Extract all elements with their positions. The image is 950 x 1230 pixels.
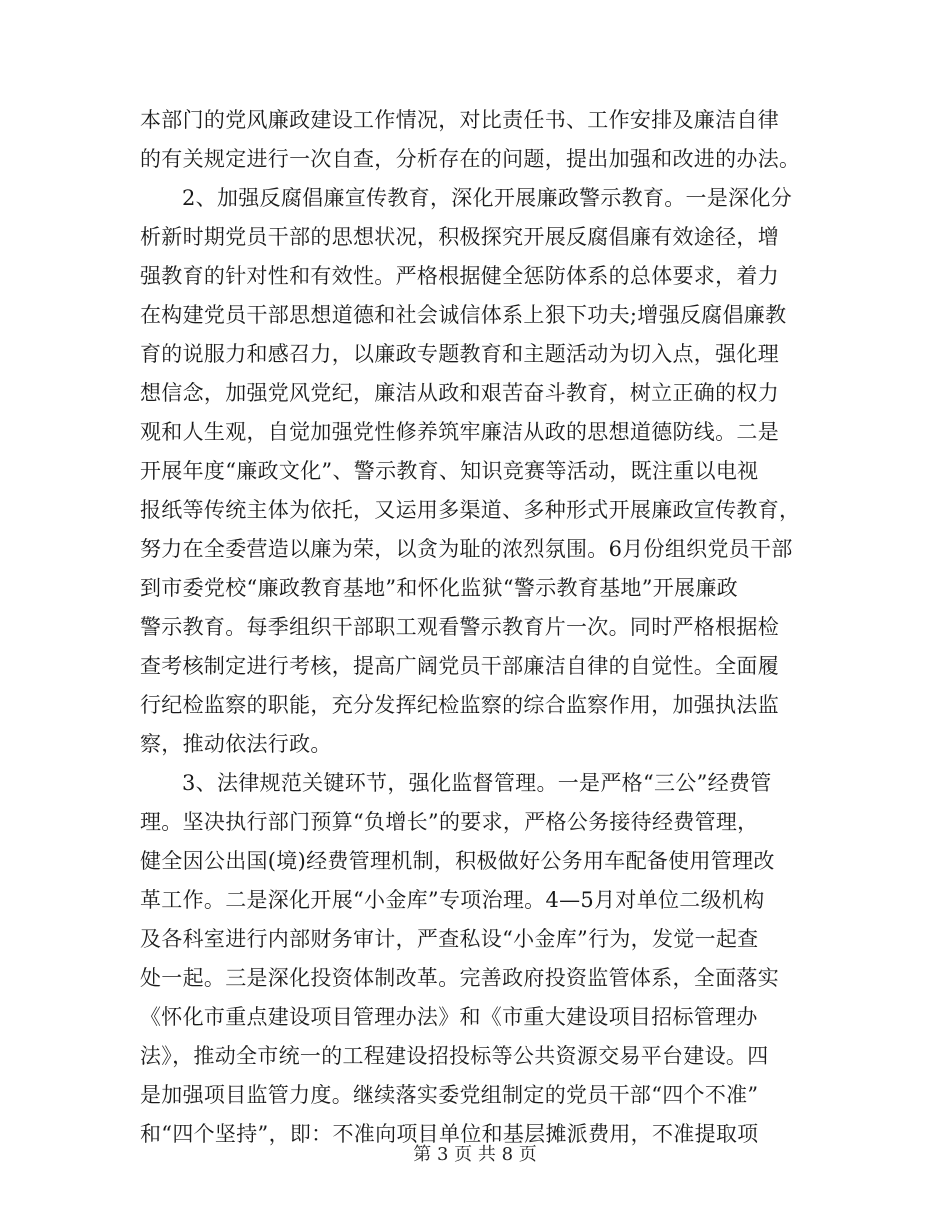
text-line: 法》，推动全市统一的工程建设招投标等公共资源交易平台建设。四: [140, 1044, 769, 1068]
text-line: 及各科室进行内部财务审计，严查私设“小金库”行为，发觉一起查: [140, 927, 759, 951]
text-line: 3、法律规范关键环节，强化监督管理。一是严格“三公”经费管: [182, 771, 772, 795]
text-line: 本部门的党风廉政建设工作情况，对比责任书、工作安排及廉洁自律: [140, 108, 779, 132]
text-line: 想信念，加强党风党纪，廉洁从政和艰苦奋斗教育，树立正确的权力: [140, 381, 779, 405]
text-line: 行纪检监察的职能，充分发挥纪检监察的综合监察作用，加强执法监: [140, 693, 779, 717]
text-line: 育的说服力和感召力，以廉政专题教育和主题活动为切入点，强化理: [140, 342, 779, 366]
text-line: 观和人生观，自觉加强党性修养筑牢廉洁从政的思想道德防线。二是: [140, 420, 779, 444]
document-body: [140, 101, 810, 1154]
text-line: 努力在全委营造以廉为荣，以贪为耻的浓烈氛围。6月份组织党员干部: [140, 537, 793, 561]
text-line: 开展年度“廉政文化”、警示教育、知识竞赛等活动，既注重以电视: [140, 459, 759, 483]
text-line: 查考核制定进行考核，提高广阔党员干部廉洁自律的自觉性。全面履: [140, 654, 779, 678]
text-line: 《怀化市重点建设项目管理办法》和《市重大建设项目招标管理办: [140, 1005, 758, 1029]
text-line: 报纸等传统主体为依托，又运用多渠道、多种形式开展廉政宣传教育，: [140, 498, 801, 522]
text-line: 强教育的针对性和有效性。严格根据健全惩防体系的总体要求，着力: [140, 264, 779, 288]
text-line: 处一起。三是深化投资体制改革。完善政府投资监管体系，全面落实: [140, 966, 779, 990]
text-line: 革工作。二是深化开展“小金库”专项治理。4—5月对单位二级机构: [140, 888, 765, 912]
text-line: 在构建党员干部思想道德和社会诚信体系上狠下功夫;增强反腐倡廉教: [140, 303, 787, 327]
text-line: 析新时期党员干部的思想状况，积极探究开展反腐倡廉有效途径，增: [140, 225, 779, 249]
text-line: 是加强项目监管力度。继续落实委党组制定的党员干部“四个不准”: [140, 1083, 759, 1107]
text-line: 到市委党校“廉政教育基地”和怀化监狱“警示教育基地”开展廉政: [140, 576, 738, 600]
text-line: 警示教育。每季组织干部职工观看警示教育片一次。同时严格根据检: [140, 615, 779, 639]
text-line: 察，推动依法行政。: [140, 732, 332, 756]
text-line: 理。坚决执行部门预算“负增长”的要求，严格公务接待经费管理，: [140, 810, 759, 834]
text-line: 和“四个坚持”，即：不准向项目单位和基层摊派费用，不准提取项: [140, 1122, 759, 1146]
text-line: 2、加强反腐倡廉宣传教育，深化开展廉政警示教育。一是深化分: [182, 186, 793, 210]
page-number-footer: 第 3 页 共 8 页: [413, 1144, 537, 1165]
text-line: 的有关规定进行一次自查，分析存在的问题，提出加强和改进的办法。: [140, 147, 801, 171]
text-line: 健全因公出国(境)经费管理机制，积极做好公务用车配备使用管理改: [140, 849, 775, 873]
